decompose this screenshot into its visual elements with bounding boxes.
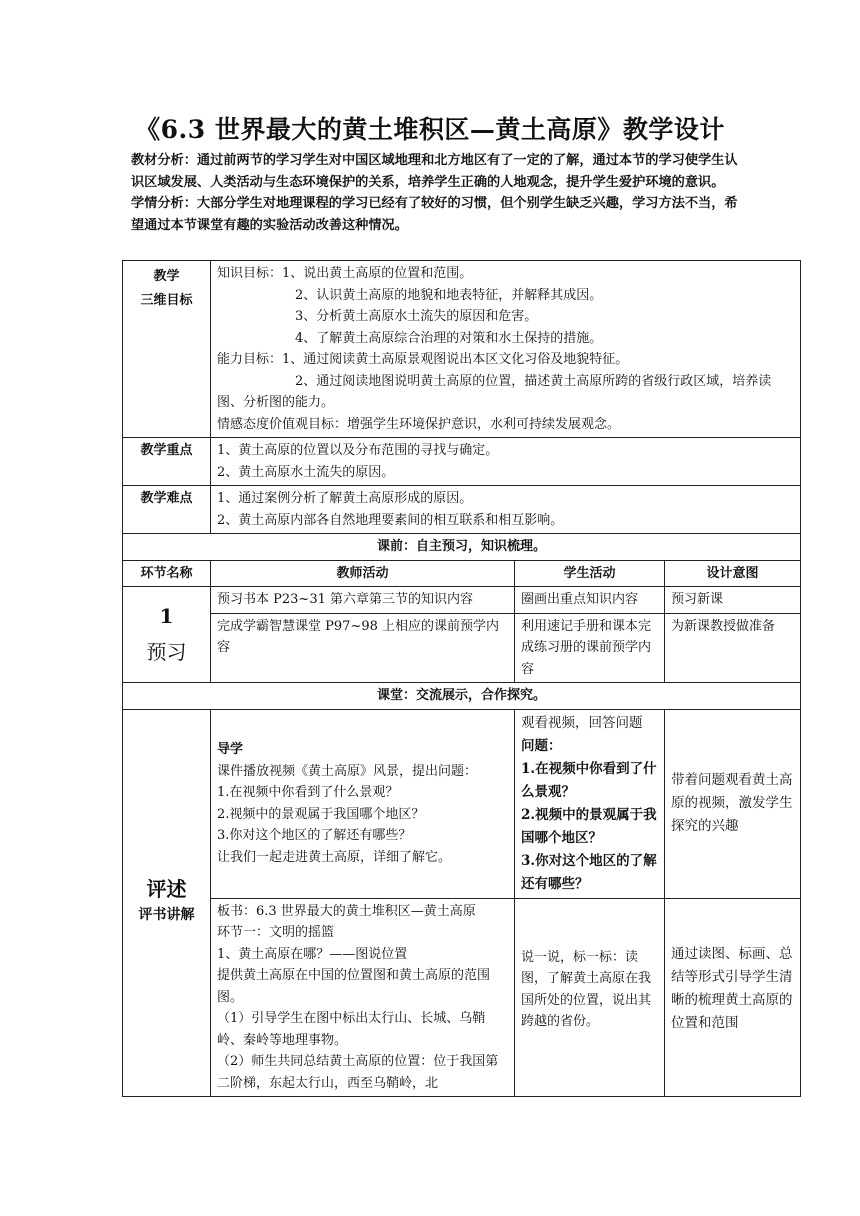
goal-line: 3、分析黄土高原水土流失的原因和危害。 <box>295 309 538 324</box>
header-stage: 环节名称 <box>123 560 211 587</box>
in-class-row <box>123 683 801 710</box>
goal-line: 情感态度价值观目标：增强学生环境保护意识，水利可持续发展观念。 <box>217 416 621 432</box>
preview-stage <box>123 587 211 683</box>
review-row-2 <box>123 898 801 1097</box>
difficulty-line: 1、通过案例分析了解黄土高原形成的原因。 <box>217 491 473 506</box>
guide-student-intro: 观看视频，回答问题 <box>521 714 643 731</box>
guide-student-question: 1.在视频中你看到了什么景观？ <box>521 760 657 800</box>
key-point-line: 2、黄土高原水土流失的原因。 <box>217 464 395 480</box>
goals-content <box>211 261 801 438</box>
board-line: 环节一：文明的摇篮 <box>217 925 335 940</box>
preview-student-2: 利用速记手册和课本完成练习册的课前预学内容 <box>515 613 665 683</box>
in-class-heading: 课堂：交流展示，合作探究。 <box>123 683 801 710</box>
key-points-content <box>211 438 801 486</box>
document-title: 《6.3 世界最大的黄土堆积区—黄土高原》教学设计 <box>135 115 725 144</box>
preview-teacher-2: 完成学霸智慧课堂 P97~98 上相应的课前预学内容 <box>211 613 515 683</box>
goal-line: 知识目标：1、说出黄土高原的位置和范围。 <box>217 266 473 281</box>
lesson-plan-table <box>122 260 801 1097</box>
preview-number: 1 <box>159 604 174 628</box>
goals-label-1: 教学 <box>153 269 180 284</box>
guide-heading: 导学 <box>217 742 244 757</box>
goals-row <box>123 261 801 438</box>
difficulties-content <box>211 486 801 534</box>
goal-line: 4、了解黄土高原综合治理的对策和水土保持的措施。 <box>295 330 603 346</box>
review-name: 评述 <box>146 877 187 902</box>
key-points-label: 教学重点 <box>123 438 211 486</box>
goals-label <box>123 261 211 438</box>
review-sub: 评书讲解 <box>138 906 195 923</box>
goal-line: 2、通过阅读地图说明黄土高原的位置，描述黄土高原所跨的省级行政区域，培养读图、分析图的能力。 <box>217 373 772 410</box>
board-intent: 通过读图、标画、总结等形式引导学生清晰的梳理黄土高原的位置和范围 <box>665 898 801 1097</box>
review-stage <box>123 709 211 1097</box>
guide-intent: 带着问题观看黄土高原的视频，激发学生探究的兴趣 <box>665 709 801 898</box>
guide-line: 让我们一起走进黄土高原，详细了解它。 <box>217 849 452 865</box>
key-points-row <box>123 438 801 486</box>
guide-student <box>515 709 665 898</box>
material-analysis: 教材分析：通过前两节的学习学生对中国区域地理和北方地区有了一定的了解，通过本节的学习使学生认识区域发展、人类活动与生态环境保护的关系，培养学生正确的人地观念，提升学生爱护环境的意识。 <box>131 153 738 190</box>
board-line: 板书：6.3 世界最大的黄土堆积区—黄土高原 <box>217 903 476 919</box>
board-line: （1）引导学生在图中标出太行山、长城、乌鞘岭、秦岭等地理事物。 <box>217 1011 486 1048</box>
board-teacher <box>211 898 515 1097</box>
board-line: 1、黄土高原在哪？——图说位置 <box>217 946 408 962</box>
pre-class-heading: 课前：自主预习，知识梳理。 <box>123 534 801 561</box>
guide-line: 3.你对这个地区的了解还有哪些？ <box>217 828 412 843</box>
header-student: 学生活动 <box>515 560 665 587</box>
goals-label-2: 三维目标 <box>140 293 193 308</box>
board-line: 提供黄土高原在中国的位置图和黄土高原的范围图。 <box>217 968 491 1005</box>
header-intent: 设计意图 <box>665 560 801 587</box>
intro-section <box>131 150 741 236</box>
difficulty-line: 2、黄土高原内部各自然地理要素间的相互联系和相互影响。 <box>217 512 564 528</box>
preview-row-2 <box>123 613 801 683</box>
preview-student-1: 圈画出重点知识内容 <box>515 587 665 614</box>
board-line: （2）师生共同总结黄土高原的位置：位于我国第二阶梯，东起太行山，西至乌鞘岭，北 <box>217 1054 499 1091</box>
goal-line: 2、认识黄土高原的地貌和地表特征，并解释其成因。 <box>295 287 603 303</box>
preview-row-1 <box>123 587 801 614</box>
guide-line: 2.视频中的景观属于我国哪个地区？ <box>217 806 425 822</box>
board-student: 说一说，标一标：读图，了解黄土高原在我国所处的位置，说出其跨越的省份。 <box>515 898 665 1097</box>
guide-line: 课件播放视频《黄土高原》风景，提出问题： <box>217 763 478 779</box>
guide-student-question: 2.视频中的景观属于我国哪个地区？ <box>521 806 657 846</box>
student-analysis: 学情分析：大部分学生对地理课程的学习已经有了较好的习惯，但个别学生缺乏兴趣，学习方法不当，希望通过本节课堂有趣的实验活动改善这种情况。 <box>131 196 738 233</box>
guide-student-question: 问题： <box>521 737 562 754</box>
preview-intent-2: 为新课教授做准备 <box>665 613 801 683</box>
guide-student-question: 3.你对这个地区的了解还有哪些？ <box>521 852 657 892</box>
preview-intent-1: 预习新课 <box>665 587 801 614</box>
guide-teacher <box>211 709 515 898</box>
preview-name: 预习 <box>146 639 187 664</box>
difficulties-label: 教学难点 <box>123 486 211 534</box>
header-row <box>123 560 801 587</box>
key-point-line: 1、黄土高原的位置以及分布范围的寻找与确定。 <box>217 443 499 458</box>
guide-line: 1.在视频中你看到了什么景观？ <box>217 785 399 800</box>
review-row-1 <box>123 709 801 898</box>
difficulties-row <box>123 486 801 534</box>
preview-teacher-1: 预习书本 P23~31 第六章第三节的知识内容 <box>211 587 515 614</box>
header-teacher: 教师活动 <box>211 560 515 587</box>
goal-line: 能力目标：1、通过阅读黄土高原景观图说出本区文化习俗及地貌特征。 <box>217 352 629 367</box>
pre-class-row <box>123 534 801 561</box>
